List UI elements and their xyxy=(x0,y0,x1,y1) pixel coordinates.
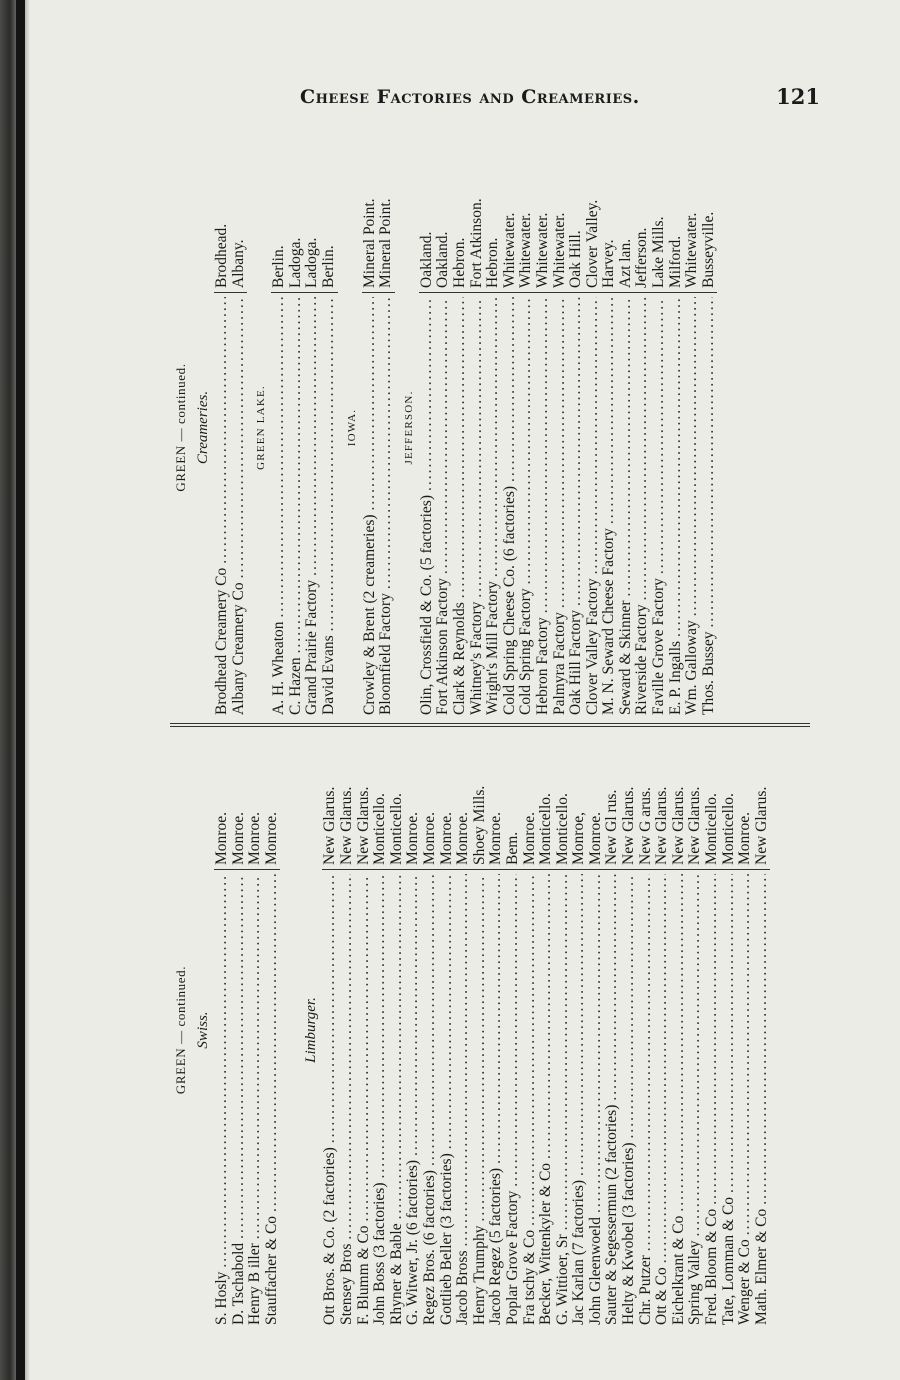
list-item xyxy=(522,735,539,1325)
dot-leader xyxy=(472,874,489,1222)
spine-shadow xyxy=(16,0,25,1380)
factory-name: D. Tschabold xyxy=(229,1242,247,1325)
factory-name: Cold Spring Cheese Co. (6 factories) xyxy=(500,485,518,715)
dot-leader xyxy=(389,874,406,1219)
dot-leader xyxy=(737,874,754,1235)
list-item xyxy=(618,140,635,715)
dot-leader xyxy=(264,874,281,1212)
creameries-subheading: Creameries. xyxy=(195,390,211,465)
factory-name: Fra tschy & Co xyxy=(520,1229,538,1325)
dot-leader xyxy=(618,297,635,596)
post-office: Whitewater. xyxy=(502,140,519,293)
dot-leader xyxy=(378,297,395,589)
post-office: Bem. xyxy=(505,735,522,870)
list-item xyxy=(214,140,231,715)
list-item xyxy=(372,735,389,1325)
list-item xyxy=(231,735,248,1325)
list-item xyxy=(488,735,505,1325)
list-item xyxy=(671,735,688,1325)
factory-name: Jac Karlan (7 factories) xyxy=(570,1179,588,1325)
post-office: New Glarus. xyxy=(322,735,339,870)
factory-name: Eichelkrant & Co xyxy=(669,1215,687,1325)
list-item xyxy=(469,140,486,715)
factory-name: Grand Prairie Factory xyxy=(303,579,321,715)
post-office: New Gl rus. xyxy=(604,735,621,870)
dot-leader xyxy=(638,874,655,1251)
dot-leader xyxy=(621,874,638,1139)
dot-leader xyxy=(452,297,469,598)
running-header: Cheese Factories and Creameries. xyxy=(300,86,640,108)
dot-leader xyxy=(568,297,585,606)
post-office: Monroe. xyxy=(439,735,456,870)
list-item xyxy=(422,735,439,1325)
factory-name: David Evans xyxy=(319,635,337,715)
factory-name: Stensey Bros xyxy=(337,1243,355,1325)
post-office: Berlin. xyxy=(271,140,288,293)
factory-name: Henry B iller xyxy=(246,1243,264,1325)
post-office: Oakland. xyxy=(435,140,452,293)
dot-leader xyxy=(535,297,552,613)
post-office: Monticello. xyxy=(389,735,406,870)
dot-leader xyxy=(651,297,668,574)
list-item xyxy=(264,735,281,1325)
dot-leader xyxy=(455,874,472,1247)
factory-name: Chr. Putzer xyxy=(636,1255,654,1325)
factory-name: Wenger & Co xyxy=(736,1239,754,1325)
factory-name: A. H. Wheaton xyxy=(270,621,288,715)
factory-name: C. Hazen xyxy=(286,657,304,715)
post-office: Mineral Point. xyxy=(378,140,395,293)
dot-leader xyxy=(518,297,535,584)
factory-name: Crowley & Brent (2 creameries) xyxy=(360,514,378,715)
list-item xyxy=(684,140,701,715)
factory-name: Jacob Regez (5 factories) xyxy=(487,1167,505,1325)
factory-name: Fort Atkinson Factory xyxy=(434,578,452,715)
list-item xyxy=(568,140,585,715)
dot-leader xyxy=(356,874,373,1221)
list-item xyxy=(754,735,771,1325)
dot-leader xyxy=(671,874,688,1212)
factory-name: Helty & Kwobel (3 factories) xyxy=(620,1142,638,1325)
page-number: 121 xyxy=(776,84,820,109)
rotated-table xyxy=(170,140,830,1325)
factory-name: Gottlieb Beller (3 factories) xyxy=(437,1153,455,1325)
factory-name: Ott Bros. & Co. (2 factories) xyxy=(321,1147,339,1325)
factory-name: G. Wittioer, Sr xyxy=(553,1234,571,1325)
list-item xyxy=(271,140,288,715)
post-office: New Glarus. xyxy=(687,735,704,870)
factory-name: Thos. Bussey xyxy=(699,631,717,715)
dot-leader xyxy=(485,297,502,577)
list-item xyxy=(654,735,671,1325)
list-item xyxy=(585,140,602,715)
post-office: Monroe. xyxy=(405,735,422,870)
post-office: Jefferson. xyxy=(634,140,651,293)
post-office: Whitewater. xyxy=(552,140,569,293)
dot-leader xyxy=(701,297,718,627)
factory-name: Hebron Factory xyxy=(533,617,551,715)
dot-leader xyxy=(538,874,555,1159)
list-item xyxy=(621,735,638,1325)
list-item xyxy=(378,140,395,715)
factory-name: Jacob Bross xyxy=(454,1250,472,1325)
dot-leader xyxy=(488,874,505,1164)
dot-leader xyxy=(435,297,452,574)
list-item xyxy=(687,735,704,1325)
list-item xyxy=(485,140,502,715)
post-office: Hebron. xyxy=(452,140,469,293)
factory-name: Faville Grove Factory xyxy=(650,578,668,715)
post-office: Monticello. xyxy=(555,735,572,870)
dot-leader xyxy=(552,297,569,608)
post-office: New Glarus. xyxy=(356,735,373,870)
jefferson-heading: JEFFERSON. xyxy=(402,390,415,465)
dot-leader xyxy=(231,874,248,1239)
list-item xyxy=(214,735,231,1325)
list-item xyxy=(634,140,651,715)
post-office: New G arus. xyxy=(638,735,655,870)
factory-name: Rhyner & Bable xyxy=(387,1223,405,1325)
post-office: Monroe, xyxy=(571,735,588,870)
factory-name: Albany Creamery Co xyxy=(229,582,247,715)
list-item xyxy=(439,735,456,1325)
list-item xyxy=(604,735,621,1325)
list-item xyxy=(737,735,754,1325)
factory-name: Fred. Bloom & Co xyxy=(703,1208,721,1325)
factory-name: Riverside Factory xyxy=(633,604,651,715)
dot-leader xyxy=(654,874,671,1263)
post-office: Shoey Mills. xyxy=(472,735,489,870)
post-office: Brodhead. xyxy=(214,140,231,293)
iowa-heading: IOWA. xyxy=(345,408,358,447)
post-office: Monroe. xyxy=(522,735,539,870)
dot-leader xyxy=(721,874,738,1193)
list-item xyxy=(668,140,685,715)
post-office: New Glarus. xyxy=(654,735,671,870)
post-office: Berlin. xyxy=(321,140,338,293)
dot-leader xyxy=(704,874,721,1205)
post-office: Whitewater. xyxy=(535,140,552,293)
jefferson-list xyxy=(419,140,718,715)
right-column-heading: GREEN — continued. xyxy=(173,363,188,492)
post-office: New Glarus. xyxy=(339,735,356,870)
factory-name: Cold Spring Factory xyxy=(517,588,535,715)
post-office: Whitewater. xyxy=(684,140,701,293)
factory-name: Clover Valley Factory xyxy=(583,578,601,715)
factory-name: S. Hosly xyxy=(213,1271,230,1325)
post-office: Monroe. xyxy=(231,735,248,870)
dot-leader xyxy=(588,874,605,1213)
list-item xyxy=(247,735,264,1325)
list-item xyxy=(455,735,472,1325)
factory-name: E. P. Ingalls xyxy=(666,640,684,715)
dot-leader xyxy=(372,874,389,1179)
dot-leader xyxy=(419,297,436,491)
list-item xyxy=(651,140,668,715)
factory-name: Becker, Wittenkyler & Co xyxy=(537,1162,555,1325)
post-office: Monticello. xyxy=(372,735,389,870)
post-office: Monroe. xyxy=(247,735,264,870)
post-office: Oak Hill. xyxy=(568,140,585,293)
dot-leader xyxy=(271,297,288,617)
factory-name: Ott & Co xyxy=(653,1267,671,1325)
post-office: Milford. xyxy=(668,140,685,293)
green-lake-heading: GREEN LAKE. xyxy=(255,385,268,470)
factory-name: Whitney's Factory xyxy=(467,601,485,715)
post-office: Lake Mills. xyxy=(651,140,668,293)
list-item xyxy=(419,140,436,715)
list-item xyxy=(502,140,519,715)
iowa-list xyxy=(362,140,395,715)
dot-leader xyxy=(604,874,621,1101)
dot-leader xyxy=(362,297,379,510)
green-lake-list xyxy=(271,140,337,715)
post-office: Whitewater. xyxy=(518,140,535,293)
dot-leader xyxy=(601,297,618,524)
dot-leader xyxy=(505,874,522,1187)
list-item xyxy=(555,735,572,1325)
list-item xyxy=(339,735,356,1325)
dot-leader xyxy=(214,874,231,1268)
list-item xyxy=(389,735,406,1325)
dot-leader xyxy=(687,874,704,1236)
factory-name: John Gleenwoeld xyxy=(586,1216,604,1325)
dot-leader xyxy=(571,874,588,1176)
list-item xyxy=(518,140,535,715)
post-office: Monroe. xyxy=(422,735,439,870)
dot-leader xyxy=(422,874,439,1166)
list-item xyxy=(435,140,452,715)
dot-leader xyxy=(439,874,456,1149)
post-office: Ladoga. xyxy=(288,140,305,293)
post-office: Albany. xyxy=(231,140,248,293)
post-office: Ladoga. xyxy=(304,140,321,293)
post-office: New Glarus. xyxy=(621,735,638,870)
factory-name: Poplar Grove Factory xyxy=(503,1190,521,1325)
creameries-list xyxy=(214,140,247,715)
dot-leader xyxy=(231,297,248,578)
factory-name: Bloomfield Factory xyxy=(377,593,395,715)
list-item xyxy=(322,735,339,1325)
factory-name: Henry Trumphy xyxy=(470,1225,488,1325)
list-item xyxy=(304,140,321,715)
post-office: Busseyville. xyxy=(701,140,718,293)
factory-name: Wright's Mill Factory xyxy=(484,581,502,715)
post-office: Fort Atkinson. xyxy=(469,140,486,293)
swiss-list xyxy=(214,735,280,1325)
list-item xyxy=(505,735,522,1325)
post-office: New Glarus. xyxy=(754,735,771,870)
list-item xyxy=(588,735,605,1325)
list-item xyxy=(571,735,588,1325)
factory-name: John Boss (3 factories) xyxy=(371,1182,389,1325)
post-office: Monticello. xyxy=(721,735,738,870)
dot-leader xyxy=(405,874,422,1156)
dot-leader xyxy=(247,874,264,1239)
dot-leader xyxy=(304,297,321,576)
list-item xyxy=(701,140,718,715)
dot-leader xyxy=(502,297,519,482)
list-item xyxy=(601,140,618,715)
post-office: Monroe. xyxy=(214,735,231,870)
post-office: Monroe. xyxy=(264,735,281,870)
list-item xyxy=(321,140,338,715)
factory-name: Spring Valley xyxy=(686,1240,704,1325)
factory-name: Math. Elmer & Co xyxy=(752,1208,770,1325)
list-item xyxy=(231,140,248,715)
dot-leader xyxy=(522,874,539,1226)
right-column xyxy=(170,140,717,715)
factory-name: G. Witwer, Jr. (6 factories) xyxy=(404,1159,422,1325)
dot-leader xyxy=(585,297,602,574)
list-item xyxy=(535,140,552,715)
factory-name: Regez Bros. (6 factories) xyxy=(420,1170,438,1325)
dot-leader xyxy=(668,297,685,637)
dot-leader xyxy=(322,874,339,1143)
list-item xyxy=(721,735,738,1325)
dot-leader xyxy=(754,874,771,1205)
dot-leader xyxy=(288,297,305,653)
list-item xyxy=(288,140,305,715)
factory-name: Clark & Reynolds xyxy=(450,602,468,715)
post-office: Azt lan. xyxy=(618,140,635,293)
book-binding-edge xyxy=(0,0,30,1380)
post-office: New Glarus. xyxy=(671,735,688,870)
post-office: Clover Valley. xyxy=(585,140,602,293)
list-item xyxy=(405,735,422,1325)
list-item xyxy=(552,140,569,715)
factory-name: Seward & Skinner xyxy=(616,600,634,715)
factory-name: Tate, Lomman & Co xyxy=(719,1196,737,1325)
left-column xyxy=(170,735,770,1325)
swiss-subheading: Swiss. xyxy=(195,1011,211,1049)
dot-leader xyxy=(339,874,356,1240)
factory-name: Stauffacher & Co xyxy=(262,1215,280,1325)
post-office: Monroe. xyxy=(588,735,605,870)
factory-name: Olin, Crossfield & Co. (5 factories) xyxy=(417,495,435,715)
post-office: Monticello. xyxy=(704,735,721,870)
column-divider xyxy=(170,726,810,727)
dot-leader xyxy=(555,874,572,1230)
list-item xyxy=(538,735,555,1325)
factory-name: F. Blumm & Co xyxy=(354,1225,372,1325)
list-item xyxy=(356,735,373,1325)
factory-name: Brodhead Creamery Co xyxy=(213,567,230,715)
dot-leader xyxy=(469,297,486,598)
list-item xyxy=(452,140,469,715)
dot-leader xyxy=(321,297,338,631)
left-column-heading: GREEN — continued. xyxy=(173,965,188,1095)
post-office: Mineral Point. xyxy=(362,140,379,293)
post-office: Harvey. xyxy=(601,140,618,293)
list-item xyxy=(638,735,655,1325)
limburger-list xyxy=(322,735,770,1325)
list-item xyxy=(472,735,489,1325)
post-office: Monroe. xyxy=(737,735,754,870)
post-office: Oakland. xyxy=(419,140,436,293)
post-office: Monroe. xyxy=(488,735,505,870)
factory-name: Sauter & Segessermun (2 factories) xyxy=(603,1104,621,1325)
list-item xyxy=(704,735,721,1325)
factory-name: Oak Hill Factory xyxy=(567,609,585,715)
post-office: Monroe. xyxy=(455,735,472,870)
dot-leader xyxy=(684,297,701,616)
post-office: Monticello. xyxy=(538,735,555,870)
dot-leader xyxy=(214,297,231,564)
post-office: Hebron. xyxy=(485,140,502,293)
dot-leader xyxy=(634,297,651,600)
factory-name: M. N. Seward Cheese Factory xyxy=(600,528,618,715)
limburger-subheading: Limburger. xyxy=(303,997,320,1063)
factory-name: Wm. Galloway xyxy=(683,620,701,715)
list-item xyxy=(362,140,379,715)
factory-name: Palmyra Factory xyxy=(550,612,568,715)
